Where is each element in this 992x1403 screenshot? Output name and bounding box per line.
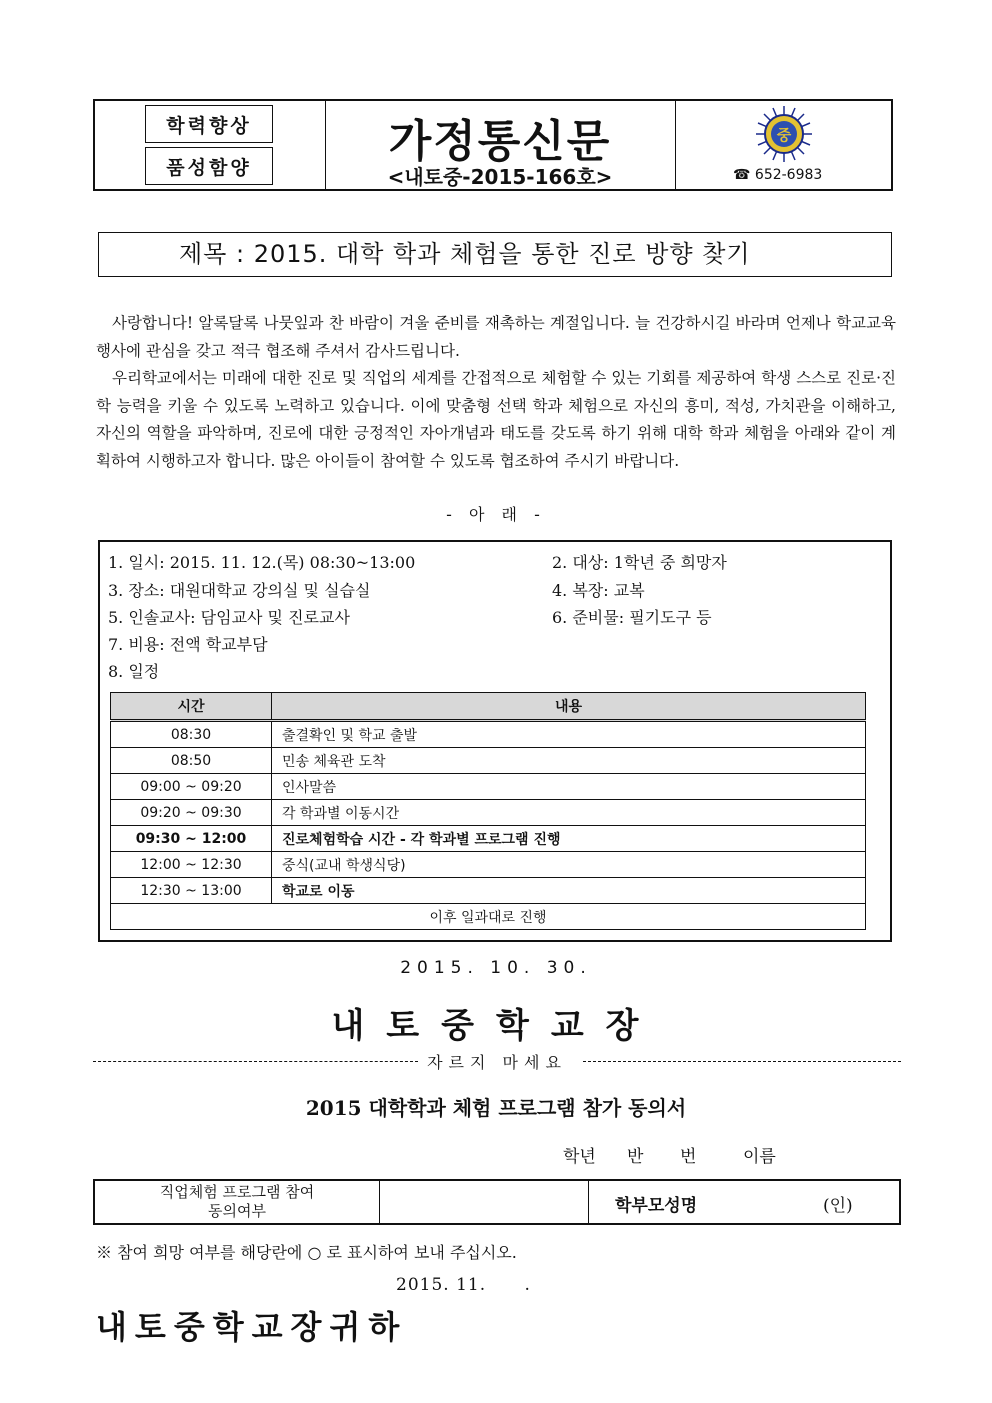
consent-label-line2: 동의여부 [208,1202,266,1220]
schedule-header-content: 내용 [272,693,866,721]
schedule-time: 12:30 ~ 13:00 [111,878,272,904]
header-tags-cell [95,101,326,189]
schedule-content: 학교로 이동 [272,878,866,904]
phone-icon: ☎ [733,167,751,183]
consent-table [93,1179,901,1225]
table-row [111,852,866,878]
info-dress: 4. 복장: 교복 [552,581,645,600]
table-row [111,721,866,748]
grade-label: 학년 [563,1147,596,1167]
info-cost: 7. 비용: 전액 학교부담 [108,635,268,654]
tag-character: 품성함양 [145,147,273,185]
seal-field[interactable]: (인) [823,1196,853,1216]
form-date: 2015. 11. . [396,1275,531,1295]
principal-signature: 내토중학교장 [331,1006,661,1046]
schedule-content: 진로체험학습 시간 - 각 학과별 프로그램 진행 [272,826,866,852]
table-row [111,748,866,774]
schedule-footer-row [111,904,866,930]
number-label: 번 [680,1147,697,1167]
schedule-time: 09:00 ~ 09:20 [111,774,272,800]
schedule-time: 12:00 ~ 12:30 [111,852,272,878]
schedule-time: 08:50 [111,748,272,774]
schedule-time: 08:30 [111,721,272,748]
table-row [111,800,866,826]
class-label: 반 [627,1147,644,1167]
schedule-table [110,692,866,930]
schedule-footer: 이후 일과대로 진행 [111,904,866,930]
cut-label [93,1050,901,1073]
newsletter-title: 가정통신문 [388,116,612,167]
cut-label-text: 자르지 마세요 [423,1053,571,1072]
header-logo-cell [675,101,891,189]
consent-form-title: 2015 대학학과 체험 프로그램 참가 동의서 [305,1096,687,1120]
issue-number: <내토중-2015-166호> [387,165,613,189]
cut-line [93,1050,901,1070]
subject-box: 제목 : 2015. 대학 학과 체험을 통한 진로 방향 찾기 [98,232,892,277]
table-row [111,878,866,904]
table-row [111,774,866,800]
consent-answer-field[interactable] [380,1181,589,1223]
schedule-header-time: 시간 [111,693,272,721]
schedule-time: 09:30 ~ 12:00 [111,826,272,852]
phone-number [733,167,822,183]
consent-label-cell [95,1181,380,1223]
info-schedule-label: 8. 일정 [108,662,160,681]
info-supplies: 6. 준비물: 필기도구 등 [552,608,712,627]
consent-label-line1: 직업체험 프로그램 참여 [159,1183,315,1201]
parent-name-label: 학부모성명 [615,1196,698,1216]
info-date: 1. 일시: 2015. 11. 12.(목) 08:30~13:00 [108,553,416,572]
form-note: ※ 참여 희망 여부를 해당란에 ○ 로 표시하여 보내 주십시오. [96,1243,517,1262]
purpose-paragraph: 우리학교에서는 미래에 대한 진로 및 직업의 세계를 간접적으로 체험할 수 있는 기회를 제공하여 학생 스스로 진로·진학 능력을 키울 수 있도록 노력하고 있습니다. 이에 맞춤형 선택 학과 체험으로 자신의 흥미, 적성, 가치관을 이해하고, 자신의 역할을 파악하며, 진로에 대한 긍정적인 자아개념과 태도를 갖도록 하기 위해 대학 학과 체험을 아래와 같이 계획하여 시행하고자 합니다. 많은 아이들이 참여할 수 있도록 협조하여 주시기 바랍니다. [96,369,896,470]
greeting-paragraph: 사랑합니다! 알록달록 나뭇잎과 찬 바람이 겨울 준비를 재촉하는 계절입니다. 늘 건강하시길 바라며 언제나 학교교육행사에 관심을 갖고 적극 협조해 주셔서 감사드립니다. [96,314,896,360]
table-row [111,826,866,852]
phone-text: 652-6983 [754,167,823,183]
schedule-time: 09:20 ~ 09:30 [111,800,272,826]
schedule-content: 각 학과별 이동시간 [272,800,866,826]
form-addressee: 내토중학교장귀하 [96,1308,408,1346]
school-emblem-icon [755,105,813,163]
event-info-box [98,540,892,942]
schedule-header-row [111,693,866,721]
schedule-content: 민송 체육관 도착 [272,748,866,774]
name-label: 이름 [743,1147,776,1167]
schedule-content: 중식(교내 학생식당) [272,852,866,878]
info-place: 3. 장소: 대원대학교 강의실 및 실습실 [108,581,371,600]
schedule-content: 출결확인 및 학교 출발 [272,721,866,748]
header-box [93,99,893,191]
info-teachers: 5. 인솔교사: 담임교사 및 진로교사 [108,608,350,627]
info-target: 2. 대상: 1학년 중 희망자 [552,553,727,572]
below-label: - 아 래 - [446,505,546,524]
issue-date: 2015. 10. 30. [400,958,592,978]
header-title-cell [325,101,676,189]
svg-text:중: 중 [776,126,792,144]
schedule-content: 인사말씀 [272,774,866,800]
tag-academic: 학력향상 [145,105,273,143]
